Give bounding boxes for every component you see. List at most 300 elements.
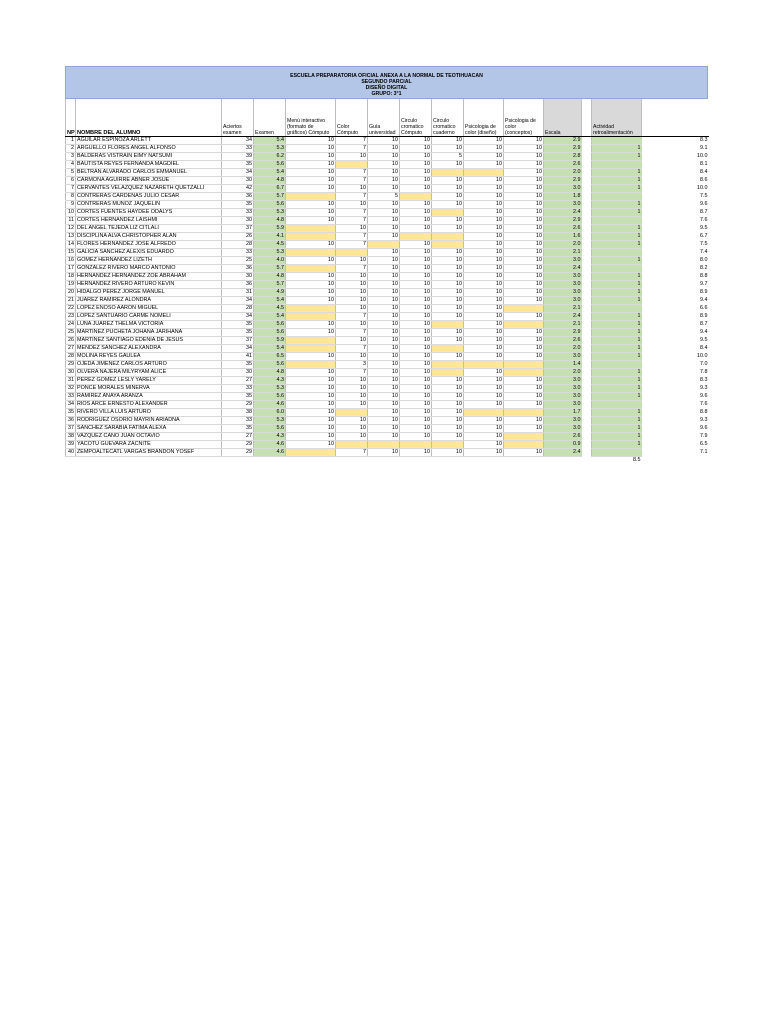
table-row	[66, 152, 709, 160]
guia-cell: 10	[368, 328, 400, 336]
color-cell: 7	[336, 216, 368, 224]
spacer-cell	[582, 200, 592, 208]
color-cell: 10	[336, 432, 368, 440]
actividad-cell: 1	[592, 376, 642, 384]
table-row	[66, 160, 709, 168]
psicologia-conceptos-cell: 10	[504, 376, 544, 384]
actividad-cell: 1	[592, 280, 642, 288]
aciertos-cell: 30	[222, 216, 254, 224]
final-grade-cell: 9.6	[700, 392, 708, 399]
aciertos-cell: 35	[222, 360, 254, 368]
np-cell: 35	[66, 408, 76, 416]
np-cell: 27	[66, 344, 76, 352]
circulo-computo-cell: 10	[400, 392, 432, 400]
col-psicologia-diseno: Psicologia de color (diseño)	[464, 99, 504, 136]
escala-cell: 2.0	[544, 368, 582, 376]
psicologia-diseno-cell	[464, 408, 504, 416]
actividad-cell: 1	[592, 232, 642, 240]
psicologia-diseno-cell: 10	[464, 224, 504, 232]
aciertos-cell: 30	[222, 176, 254, 184]
circulo-computo-cell: 10	[400, 296, 432, 304]
spacer-cell	[582, 168, 592, 176]
psicologia-conceptos-cell: 10	[504, 144, 544, 152]
actividad-cell: 1	[592, 168, 642, 176]
empty-cell	[336, 456, 368, 464]
circulo-cuaderno-cell	[432, 168, 464, 176]
psicologia-diseno-cell: 10	[464, 368, 504, 376]
psicologia-conceptos-cell: 10	[504, 184, 544, 192]
psicologia-conceptos-cell: 10	[504, 416, 544, 424]
aciertos-cell: 25	[222, 256, 254, 264]
student-name-cell: AGUILAR ESPINOZA ARLETT	[76, 136, 222, 144]
color-cell: 10	[336, 424, 368, 432]
spacer-cell	[582, 216, 592, 224]
actividad-cell: 1	[592, 208, 642, 216]
menu-cell: 10	[286, 240, 336, 248]
circulo-cuaderno-cell: 10	[432, 216, 464, 224]
final-grade-cell: 8.8	[700, 408, 708, 415]
examen-cell: 5.4	[254, 168, 286, 176]
escala-cell: 2.6	[544, 432, 582, 440]
table-row	[66, 224, 709, 232]
col-circulo-computo: Circulo cromatico Cómputo	[400, 99, 432, 136]
escala-cell: 3.0	[544, 200, 582, 208]
psicologia-diseno-cell: 10	[464, 136, 504, 144]
aciertos-cell: 31	[222, 288, 254, 296]
spacer-cell	[582, 240, 592, 248]
guia-cell	[368, 240, 400, 248]
np-cell: 10	[66, 208, 76, 216]
psicologia-conceptos-cell: 10	[504, 392, 544, 400]
circulo-cuaderno-cell: 10	[432, 416, 464, 424]
table-row	[66, 232, 709, 240]
average-grade: 8.5	[633, 456, 641, 463]
student-name-cell: CORTES FUENTES HAYDEE ODALYS	[76, 208, 222, 216]
guia-cell: 10	[368, 352, 400, 360]
np-cell: 7	[66, 184, 76, 192]
escala-cell: 2.4	[544, 208, 582, 216]
student-name-cell: HERNANDEZ HERNANDEZ ZOE ABRAHAM	[76, 272, 222, 280]
psicologia-diseno-cell: 10	[464, 392, 504, 400]
aciertos-cell: 30	[222, 368, 254, 376]
aciertos-cell: 35	[222, 200, 254, 208]
spacer-cell	[582, 232, 592, 240]
actividad-cell	[592, 216, 642, 224]
circulo-cuaderno-cell: 10	[432, 296, 464, 304]
guia-cell: 10	[368, 152, 400, 160]
guia-cell: 10	[368, 136, 400, 144]
circulo-cuaderno-cell: 5	[432, 152, 464, 160]
circulo-computo-cell: 10	[400, 224, 432, 232]
psicologia-conceptos-cell: 10	[504, 272, 544, 280]
guia-cell: 10	[368, 256, 400, 264]
psicologia-conceptos-cell: 10	[504, 232, 544, 240]
menu-cell: 10	[286, 256, 336, 264]
student-name-cell: BALDERAS VISTRAIN EIMY NATSUMI	[76, 152, 222, 160]
guia-cell: 10	[368, 408, 400, 416]
final-grade-cell: 7.6	[700, 216, 708, 223]
final-grade-cell: 9.4	[700, 328, 708, 335]
np-cell: 37	[66, 424, 76, 432]
student-name-cell: PONCE MORALES MINERVA	[76, 384, 222, 392]
spacer-cell	[582, 376, 592, 384]
circulo-computo-cell: 10	[400, 248, 432, 256]
student-name-cell: LOPEZ SANTUARIO CARME NOMELI	[76, 312, 222, 320]
psicologia-conceptos-cell: 10	[504, 328, 544, 336]
table-row	[66, 384, 709, 392]
table-row	[66, 280, 709, 288]
col-examen: Examen	[254, 99, 286, 136]
aciertos-cell: 35	[222, 392, 254, 400]
circulo-computo-cell: 10	[400, 344, 432, 352]
actividad-cell: 1	[592, 328, 642, 336]
spacer-cell	[582, 248, 592, 256]
spacer-cell	[582, 432, 592, 440]
guia-cell: 10	[368, 296, 400, 304]
escala-cell: 2.6	[544, 336, 582, 344]
psicologia-conceptos-cell	[504, 320, 544, 328]
psicologia-diseno-cell: 10	[464, 232, 504, 240]
student-name-cell: RIOS ARCE ERNESTO ALEXANDER	[76, 400, 222, 408]
psicologia-conceptos-cell: 10	[504, 400, 544, 408]
color-cell: 7	[336, 240, 368, 248]
psicologia-conceptos-cell: 10	[504, 344, 544, 352]
escala-cell: 2.6	[544, 224, 582, 232]
psicologia-diseno-cell: 10	[464, 400, 504, 408]
school-name: ESCUELA PREPARATORIA OFICIAL ANEXA A LA NORMAL DE TEOTIHUACAN	[290, 73, 483, 79]
np-cell: 39	[66, 440, 76, 448]
circulo-computo-cell: 10	[400, 240, 432, 248]
menu-cell: 10	[286, 400, 336, 408]
psicologia-conceptos-cell: 10	[504, 336, 544, 344]
examen-cell: 5.3	[254, 384, 286, 392]
circulo-computo-cell: 10	[400, 216, 432, 224]
psicologia-diseno-cell: 10	[464, 216, 504, 224]
circulo-computo-cell: 10	[400, 328, 432, 336]
aciertos-cell: 35	[222, 424, 254, 432]
escala-cell: 3.0	[544, 280, 582, 288]
psicologia-diseno-cell: 10	[464, 208, 504, 216]
student-name-cell: RIVERO VILLA LUIS ARTURO	[76, 408, 222, 416]
color-cell: 7	[336, 328, 368, 336]
circulo-computo-cell: 10	[400, 288, 432, 296]
col-actividad: Actividad retroalimentación	[592, 99, 642, 136]
guia-cell: 10	[368, 392, 400, 400]
guia-cell: 10	[368, 160, 400, 168]
np-cell: 38	[66, 432, 76, 440]
actividad-cell	[592, 136, 642, 144]
empty-cell	[76, 456, 222, 464]
color-cell: 7	[336, 192, 368, 200]
table-row	[66, 368, 709, 376]
circulo-computo-cell: 10	[400, 424, 432, 432]
final-grade-cell: 7.6	[700, 400, 708, 407]
menu-cell: 10	[286, 272, 336, 280]
np-cell: 29	[66, 360, 76, 368]
menu-cell: 10	[286, 408, 336, 416]
aciertos-cell: 36	[222, 280, 254, 288]
circulo-computo-cell	[400, 192, 432, 200]
col-circulo-cuaderno: Circulo cromatico cuaderno	[432, 99, 464, 136]
final-grade-cell: 8.9	[700, 312, 708, 319]
examen-cell: 5.7	[254, 264, 286, 272]
aciertos-cell: 34	[222, 136, 254, 144]
final-grade-cell: 8.1	[700, 160, 708, 167]
circulo-cuaderno-cell	[432, 208, 464, 216]
color-cell: 10	[336, 224, 368, 232]
guia-cell: 10	[368, 264, 400, 272]
escala-cell: 2.9	[544, 144, 582, 152]
circulo-cuaderno-cell: 10	[432, 264, 464, 272]
table-row	[66, 416, 709, 424]
menu-cell: 10	[286, 376, 336, 384]
spacer-cell	[582, 176, 592, 184]
menu-cell: 10	[286, 328, 336, 336]
psicologia-conceptos-cell: 10	[504, 240, 544, 248]
psicologia-conceptos-cell: 10	[504, 448, 544, 456]
aciertos-cell: 34	[222, 168, 254, 176]
table-row	[66, 264, 709, 272]
examen-cell: 4.6	[254, 448, 286, 456]
color-cell: 10	[336, 256, 368, 264]
menu-cell	[286, 448, 336, 456]
np-cell: 21	[66, 296, 76, 304]
term-label: SEGUNDO PARCIAL	[361, 79, 412, 85]
menu-cell: 10	[286, 168, 336, 176]
circulo-cuaderno-cell: 10	[432, 184, 464, 192]
student-name-cell: CORTES HERNANDEZ LAISHMI	[76, 216, 222, 224]
circulo-computo-cell: 10	[400, 200, 432, 208]
empty-cell	[400, 456, 432, 464]
final-grade-cell: 8.7	[700, 320, 708, 327]
circulo-cuaderno-cell: 10	[432, 312, 464, 320]
color-cell: 10	[336, 320, 368, 328]
np-cell: 3	[66, 152, 76, 160]
guia-cell: 10	[368, 288, 400, 296]
table-row	[66, 448, 709, 456]
spacer-cell	[582, 256, 592, 264]
circulo-cuaderno-cell: 10	[432, 424, 464, 432]
table-row	[66, 272, 709, 280]
aciertos-cell: 34	[222, 344, 254, 352]
psicologia-diseno-cell: 10	[464, 320, 504, 328]
color-cell: 7	[336, 448, 368, 456]
circulo-cuaderno-cell	[432, 360, 464, 368]
final-grade-cell: 9.3	[700, 384, 708, 391]
psicologia-diseno-cell: 10	[464, 424, 504, 432]
student-name-cell: ZEMPOALTECATL VARGAS BRANDON YOSEF	[76, 448, 222, 456]
col-menu: Menú interactivo (formato de gráficos) Cómputo	[286, 99, 336, 136]
menu-cell: 10	[286, 392, 336, 400]
escala-cell: 3.0	[544, 352, 582, 360]
student-name-cell: RODRIGUEZ OSORIO MAYRIN ARIADNA	[76, 416, 222, 424]
final-grade-cell: 9.3	[700, 416, 708, 423]
psicologia-conceptos-cell: 10	[504, 200, 544, 208]
menu-cell: 10	[286, 432, 336, 440]
circulo-computo-cell: 10	[400, 144, 432, 152]
guia-cell: 10	[368, 416, 400, 424]
col-final	[642, 99, 709, 136]
color-cell: 10	[336, 384, 368, 392]
actividad-cell	[592, 248, 642, 256]
circulo-cuaderno-cell: 10	[432, 200, 464, 208]
menu-cell	[286, 304, 336, 312]
final-grade-cell: 6.5	[700, 440, 708, 447]
actividad-cell: 1	[592, 408, 642, 416]
examen-cell: 5.4	[254, 296, 286, 304]
student-name-cell: CERVANTES VELAZQUEZ NAZARETH QUETZALLI	[76, 184, 222, 192]
examen-cell: 5.6	[254, 392, 286, 400]
psicologia-diseno-cell: 10	[464, 160, 504, 168]
actividad-cell: 1	[592, 200, 642, 208]
actividad-cell: 1	[592, 272, 642, 280]
final-grade-cell: 8.3	[700, 376, 708, 383]
table-row	[66, 240, 709, 248]
circulo-computo-cell: 10	[400, 320, 432, 328]
circulo-cuaderno-cell: 10	[432, 136, 464, 144]
final-grade-cell: 9.6	[700, 200, 708, 207]
psicologia-diseno-cell	[464, 360, 504, 368]
table-row	[66, 440, 709, 448]
menu-cell: 10	[286, 352, 336, 360]
circulo-cuaderno-cell	[432, 320, 464, 328]
psicologia-diseno-cell: 10	[464, 376, 504, 384]
actividad-cell: 1	[592, 432, 642, 440]
final-grade-cell: 10.0	[697, 352, 708, 359]
student-name-cell: BELTRAN ALVARADO CARLOS EMMANUEL	[76, 168, 222, 176]
sheet-banner	[65, 66, 708, 99]
guia-cell: 10	[368, 360, 400, 368]
menu-cell	[286, 312, 336, 320]
guia-cell: 10	[368, 384, 400, 392]
escala-cell: 2.1	[544, 248, 582, 256]
escala-cell: 3.0	[544, 392, 582, 400]
escala-cell: 2.4	[544, 312, 582, 320]
empty-cell	[286, 456, 336, 464]
actividad-cell: 1	[592, 368, 642, 376]
menu-cell: 10	[286, 144, 336, 152]
psicologia-conceptos-cell: 10	[504, 264, 544, 272]
np-cell: 16	[66, 256, 76, 264]
table-row	[66, 248, 709, 256]
guia-cell: 10	[368, 184, 400, 192]
examen-cell: 5.6	[254, 424, 286, 432]
menu-cell	[286, 224, 336, 232]
escala-cell: 1.6	[544, 232, 582, 240]
table-row	[66, 176, 709, 184]
examen-cell: 5.9	[254, 224, 286, 232]
examen-cell: 5.6	[254, 200, 286, 208]
menu-cell	[286, 344, 336, 352]
psicologia-diseno-cell: 10	[464, 240, 504, 248]
empty-cell	[66, 456, 76, 464]
color-cell: 10	[336, 352, 368, 360]
final-grade-cell: 10.0	[697, 152, 708, 159]
circulo-cuaderno-cell	[432, 440, 464, 448]
col-spacer	[582, 99, 592, 136]
col-guia: Guía universidad	[368, 99, 400, 136]
guia-cell: 10	[368, 368, 400, 376]
student-name-cell: CARMONA AGUIRRE ABNER JOSUE	[76, 176, 222, 184]
color-cell: 10	[336, 296, 368, 304]
student-name-cell: YACOTU GUEVARA ZACNITE	[76, 440, 222, 448]
final-grade-cell: 7.9	[700, 432, 708, 439]
circulo-computo-cell: 10	[400, 280, 432, 288]
student-name-cell: PEREZ GOMEZ LESLY YARELY	[76, 376, 222, 384]
psicologia-diseno-cell: 10	[464, 248, 504, 256]
final-grade-cell: 6.6	[700, 304, 708, 311]
aciertos-cell: 34	[222, 296, 254, 304]
guia-cell: 10	[368, 200, 400, 208]
student-name-cell: LOPEZ ENOSO AARON MIGUEL	[76, 304, 222, 312]
actividad-cell: 1	[592, 144, 642, 152]
psicologia-diseno-cell: 10	[464, 280, 504, 288]
final-grade-cell: 9.5	[700, 336, 708, 343]
color-cell: 10	[336, 400, 368, 408]
table-row	[66, 216, 709, 224]
examen-cell: 4.8	[254, 216, 286, 224]
psicologia-diseno-cell: 10	[464, 416, 504, 424]
np-cell: 1	[66, 136, 76, 144]
empty-cell	[254, 456, 286, 464]
final-grade-cell: 7.4	[700, 248, 708, 255]
escala-cell: 2.6	[544, 160, 582, 168]
guia-cell: 10	[368, 272, 400, 280]
escala-cell: 2.4	[544, 448, 582, 456]
circulo-cuaderno-cell: 10	[432, 448, 464, 456]
menu-cell: 10	[286, 136, 336, 144]
student-name-cell: MARTINEZ PUCHETA JOHANA JARIHANA	[76, 328, 222, 336]
final-grade-cell: 9.7	[700, 280, 708, 287]
color-cell: 10	[336, 336, 368, 344]
spacer-cell	[582, 336, 592, 344]
np-cell: 6	[66, 176, 76, 184]
circulo-computo-cell: 10	[400, 400, 432, 408]
circulo-cuaderno-cell: 10	[432, 336, 464, 344]
psicologia-diseno-cell: 10	[464, 440, 504, 448]
circulo-cuaderno-cell	[432, 240, 464, 248]
final-grade-cell: 6.7	[700, 232, 708, 239]
np-cell: 25	[66, 328, 76, 336]
circulo-cuaderno-cell: 10	[432, 176, 464, 184]
menu-cell: 10	[286, 320, 336, 328]
psicologia-conceptos-cell: 10	[504, 248, 544, 256]
actividad-cell: 1	[592, 312, 642, 320]
empty-cell	[582, 456, 592, 464]
np-cell: 31	[66, 376, 76, 384]
color-cell: 7	[336, 264, 368, 272]
col-color: Color Cómputo	[336, 99, 368, 136]
examen-cell: 6.0	[254, 408, 286, 416]
np-cell: 23	[66, 312, 76, 320]
psicologia-conceptos-cell: 10	[504, 288, 544, 296]
psicologia-conceptos-cell: 10	[504, 256, 544, 264]
spacer-cell	[582, 328, 592, 336]
spacer-cell	[582, 152, 592, 160]
escala-cell: 2.4	[544, 264, 582, 272]
student-name-cell: RAMIREZ ANAYA ARANZA	[76, 392, 222, 400]
col-escala: Escala	[544, 99, 582, 136]
examen-cell: 5.6	[254, 320, 286, 328]
student-name-cell: MENDEZ SANCHEZ ALEXANDRA	[76, 344, 222, 352]
spacer-cell	[582, 288, 592, 296]
spacer-cell	[582, 400, 592, 408]
table-row	[66, 360, 709, 368]
empty-cell	[432, 456, 464, 464]
student-name-cell: ARGUELLO FLORES ANGEL ALFONSO	[76, 144, 222, 152]
student-name-cell: FLORES HERNANDEZ JOSE ALFREDO	[76, 240, 222, 248]
menu-cell: 10	[286, 216, 336, 224]
